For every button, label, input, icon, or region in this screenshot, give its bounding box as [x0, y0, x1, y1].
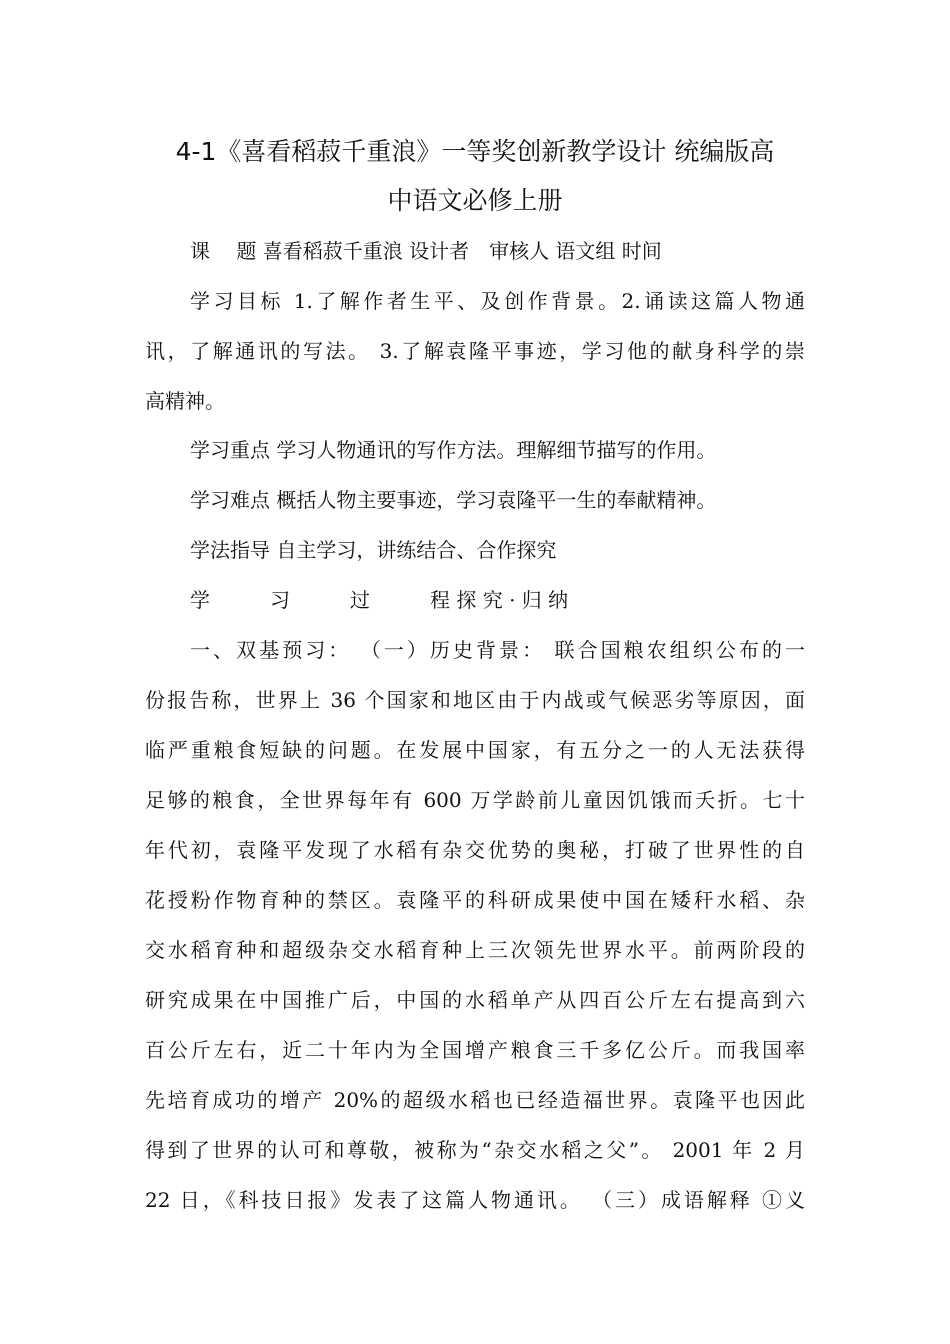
background-line-11: 得到了世界的认可和尊敬，被称为“杂交水稻之父”。 2001 年 2 月: [145, 1138, 805, 1162]
study-method-line: 学法指导 自主学习，讲练结合、合作探究: [190, 538, 557, 562]
background-line-12: 22 日，《科技日报》发表了这篇人物通讯。 （三）成语解释 ①义: [145, 1188, 805, 1212]
background-line-1: 一、双基预习： （一）历史背景： 联合国粮农组织公布的一: [190, 638, 805, 662]
lesson-meta-line: 课 题 喜看稻菽千重浪 设计者 审核人 语文组 时间: [190, 239, 662, 263]
difficulties-line: 学习难点 概括人物主要事迹，学习袁隆平一生的奉献精神。: [190, 488, 717, 512]
process-heading: 学 习 过 程 探 究 · 归 纳: [190, 588, 569, 612]
background-line-4: 足够的粮食，全世界每年有 600 万学龄前儿童因饥饿而夭折。七十: [145, 788, 805, 812]
background-line-7: 交水稻育种和超级杂交水稻育种上三次领先世界水平。前两阶段的: [145, 938, 805, 962]
background-line-5: 年代初，袁隆平发现了水稻有杂交优势的奥秘，打破了世界性的自: [145, 838, 805, 862]
key-points-line: 学习重点 学习人物通讯的写作方法。理解细节描写的作用。: [190, 438, 717, 462]
document-title-line-1: 4-1《喜看稻菽千重浪》一等奖创新教学设计 统编版高: [175, 137, 775, 166]
background-line-10: 先培育成功的增产 20%的超级水稻也已经造福世界。袁隆平也因此: [145, 1088, 805, 1112]
learning-goals-line-1: 学习目标 1.了解作者生平、及创作背景。2.诵读这篇人物通: [190, 289, 805, 313]
background-line-2: 份报告称，世界上 36 个国家和地区由于内战或气候恶劣等原因，面: [145, 688, 805, 712]
background-line-8: 研究成果在中国推广后，中国的水稻单产从四百公斤左右提高到六: [145, 988, 805, 1012]
document-title-line-2: 中语文必修上册: [387, 186, 563, 215]
learning-goals-line-3: 高精神。: [145, 389, 225, 413]
learning-goals-line-2: 讯，了解通讯的写法。 3.了解袁隆平事迹，学习他的献身科学的崇: [145, 339, 805, 363]
background-line-3: 临严重粮食短缺的问题。在发展中国家，有五分之一的人无法获得: [145, 738, 805, 762]
background-line-9: 百公斤左右，近二十年内为全国增产粮食三千多亿公斤。而我国率: [145, 1038, 805, 1062]
background-line-6: 花授粉作物育种的禁区。袁隆平的科研成果使中国在矮秆水稻、杂: [145, 888, 805, 912]
